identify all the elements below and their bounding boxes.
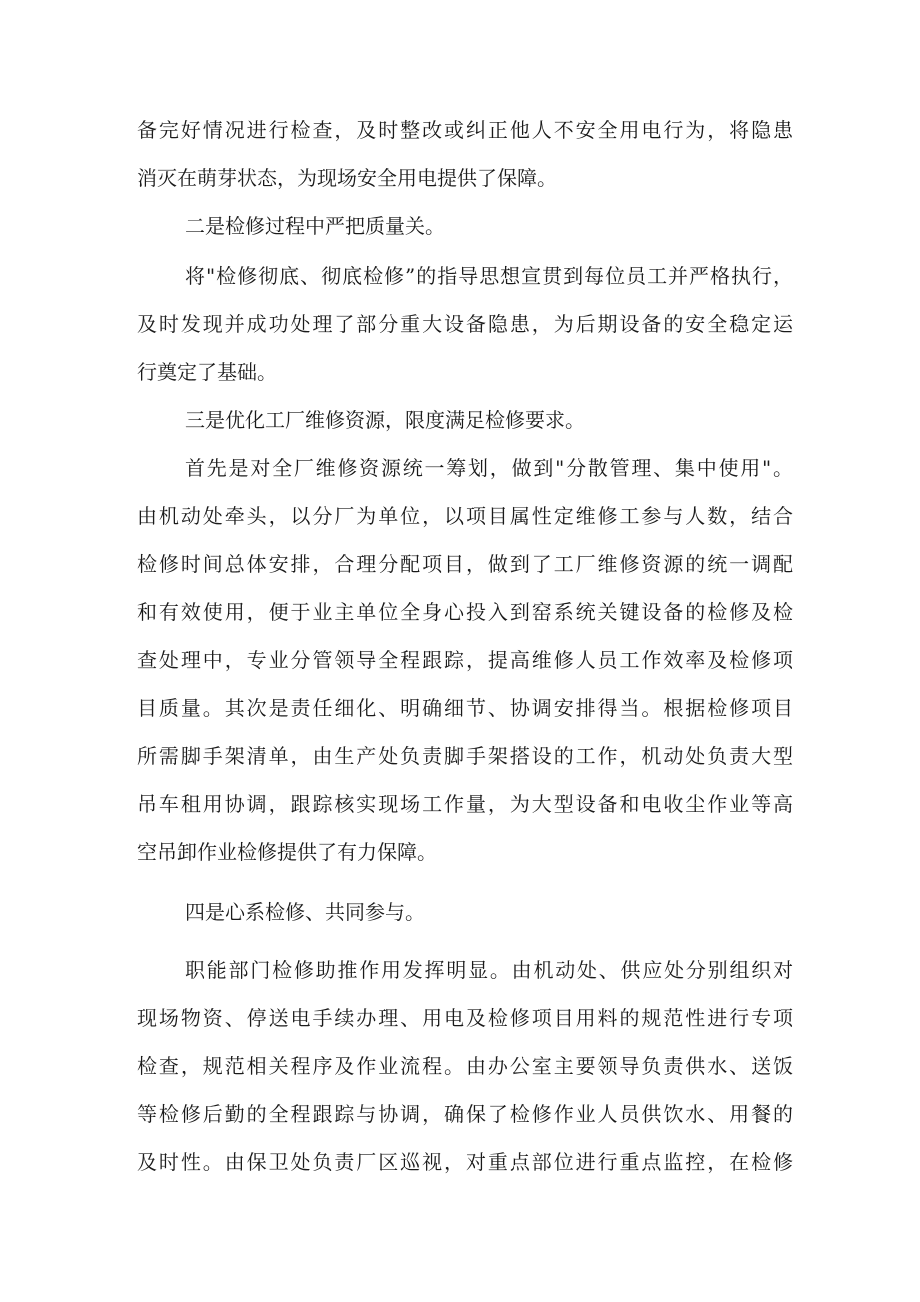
paragraph-line-13: 目质量。其次是责任细化、明确细节、协调安排得当。根据检修项目 bbox=[137, 696, 793, 720]
paragraph-line-1: 备完好情况进行检查，及时整改或纠正他人不安全用电行为，将隐患 bbox=[137, 118, 793, 142]
paragraph-line-2: 消灭在萌芽状态，为现场安全用电提供了保障。 bbox=[137, 166, 557, 190]
paragraph-line-22: 及时性。由保卫处负责厂区巡视，对重点部位进行重点监控，在检修 bbox=[137, 1150, 793, 1174]
paragraph-line-4: 将"检修彻底、彻底检修”的指导思想宣贯到每位员工并严格执行， bbox=[185, 264, 793, 288]
section-heading-2: 二是检修过程中严把质量关。 bbox=[185, 214, 445, 238]
paragraph-line-8: 首先是对全厂维修资源统一筹划，做到"分散管理、集中使用"。 bbox=[185, 456, 793, 480]
section-heading-4: 四是心系检修、共同参与。 bbox=[185, 900, 425, 924]
paragraph-line-15: 吊车租用协调，跟踪核实现场工作量，为大型设备和电收尘作业等高 bbox=[137, 792, 793, 816]
paragraph-line-14: 所需脚手架清单，由生产处负责脚手架搭设的工作，机动处负责大型 bbox=[137, 744, 793, 768]
paragraph-line-9: 由机动处牵头，以分厂为单位，以项目属性定维修工参与人数，结合 bbox=[137, 504, 793, 528]
paragraph-line-16: 空吊卸作业检修提供了有力保障。 bbox=[137, 840, 437, 864]
paragraph-line-10: 检修时间总体安排，合理分配项目，做到了工厂维修资源的统一调配 bbox=[137, 552, 793, 576]
paragraph-line-11: 和有效使用，便于业主单位全身心投入到窑系统关键设备的检修及检 bbox=[137, 600, 793, 624]
paragraph-line-6: 行奠定了基础。 bbox=[137, 360, 277, 384]
paragraph-line-21: 等检修后勤的全程跟踪与协调，确保了检修作业人员供饮水、用餐的 bbox=[137, 1102, 793, 1126]
paragraph-line-20: 检查，规范相关程序及作业流程。由办公室主要领导负责供水、送饭 bbox=[137, 1054, 793, 1078]
paragraph-line-19: 现场物资、停送电手续办理、用电及检修项目用料的规范性进行专项 bbox=[137, 1006, 793, 1030]
section-heading-3: 三是优化工厂维修资源，限度满足检修要求。 bbox=[185, 408, 585, 432]
paragraph-line-5: 及时发现并成功处理了部分重大设备隐患，为后期设备的安全稳定运 bbox=[137, 312, 793, 336]
paragraph-line-18: 职能部门检修助推作用发挥明显。由机动处、供应处分别组织对 bbox=[185, 958, 793, 982]
paragraph-line-12: 查处理中，专业分管领导全程跟踪，提高维修人员工作效率及检修项 bbox=[137, 648, 793, 672]
